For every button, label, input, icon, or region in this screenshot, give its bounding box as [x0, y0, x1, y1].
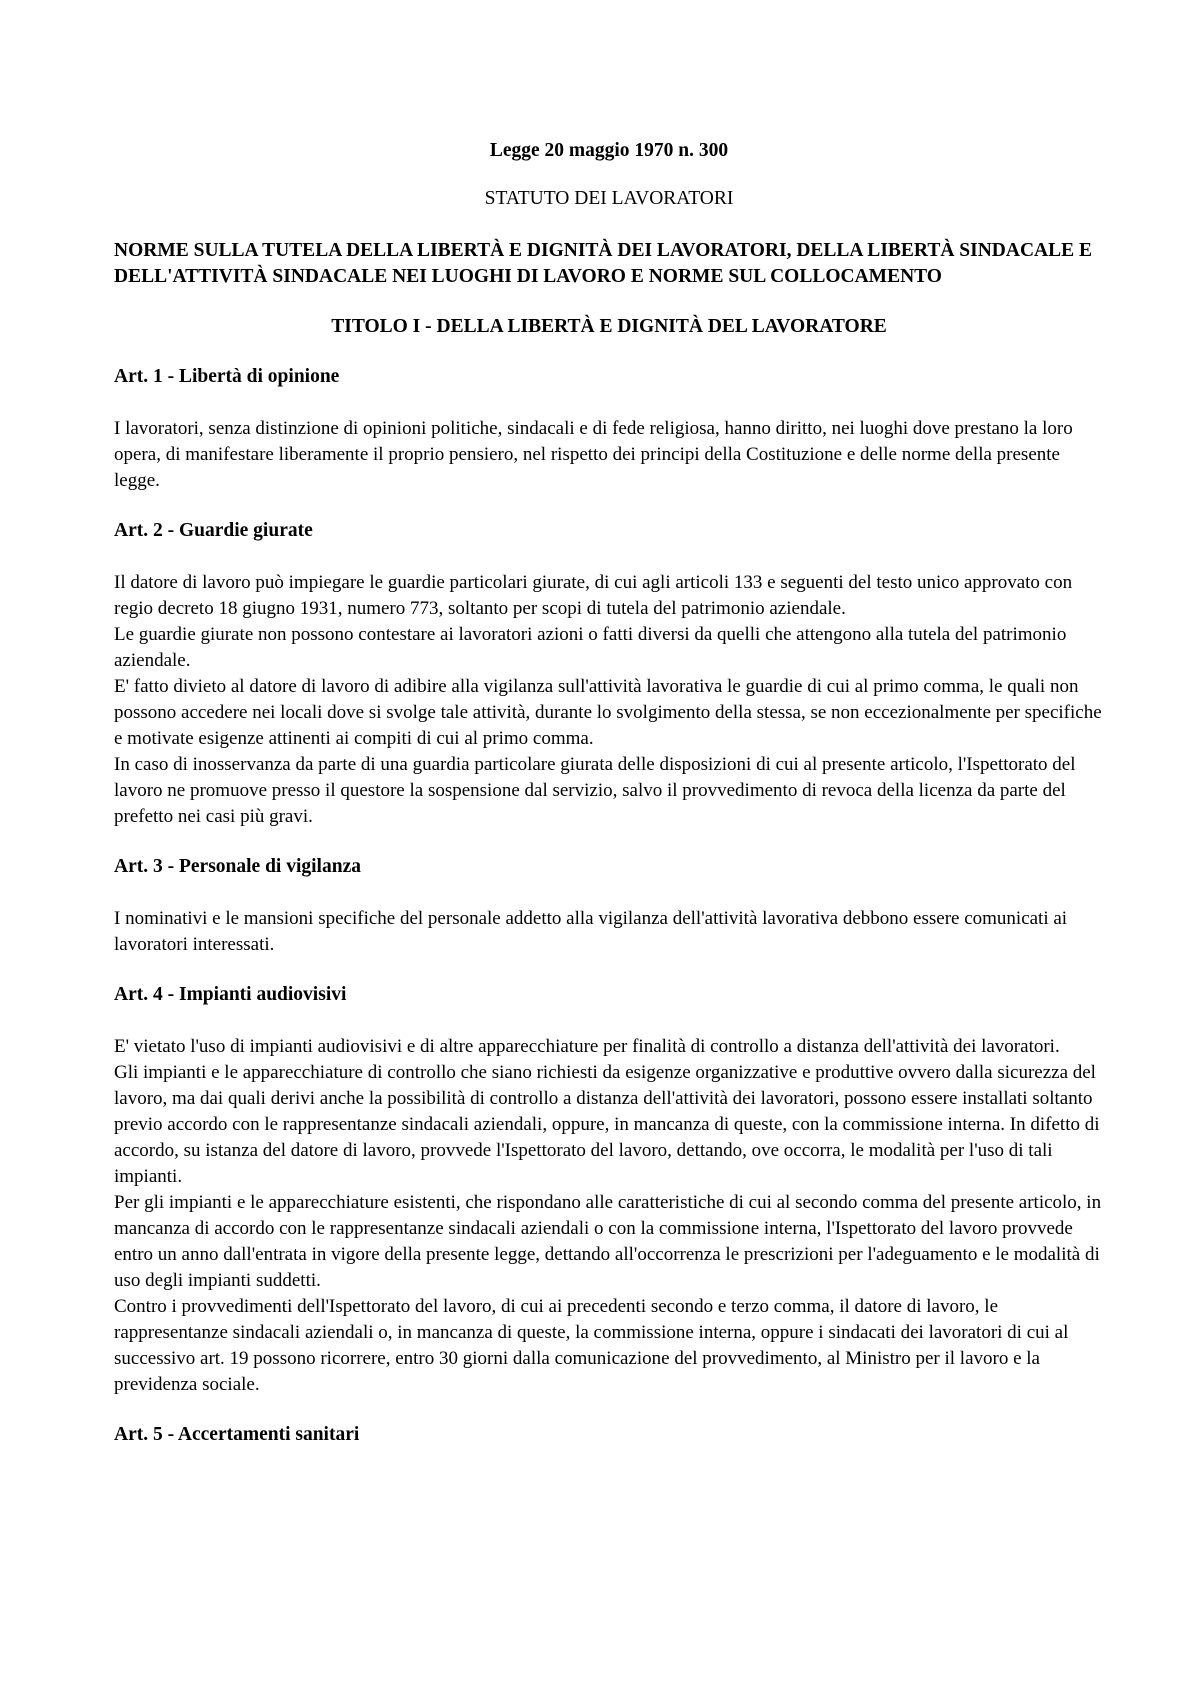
article-paragraph: Le guardie giurate non possono contestare ai lavoratori azioni o fatti diversi da quelli che attengono alla tutela del patrimonio aziendale.: [114, 624, 1067, 671]
article-title: Art. 1 - Libertà di opinione: [114, 366, 340, 387]
article-title: Art. 5 - Accertamenti sanitari: [114, 1424, 360, 1445]
document-title: Legge 20 maggio 1970 n. 300: [489, 140, 729, 161]
article-body: [114, 570, 1104, 830]
article-paragraph: I lavoratori, senza distinzione di opinioni politiche, sindacali e di fede religiosa, hanno diritto, nei luoghi dove prestano la loro opera, di manifestare liberamente il proprio pensiero, nel rispetto dei principi della Costituzione e delle norme della presente legge.: [114, 418, 1073, 491]
document-heading: NORME SULLA TUTELA DELLA LIBERTÀ E DIGNITÀ DEI LAVORATORI, DELLA LIBERTÀ SINDACALE E DELL'ATTIVITÀ SINDACALE NEI LUOGHI DI LAVORO E NORME SUL COLLOCAMENTO: [114, 240, 1093, 287]
article-paragraph: E' fatto divieto al datore di lavoro di adibire alla vigilanza sull'attività lavorativa le guardie di cui al primo comma, le quali non possono accedere nei locali dove si svolge tale attività, durante lo svolgimento della stessa, se non eccezionalmente per specifiche e motivate esigenze attinenti ai compiti di cui al primo comma.: [114, 676, 1102, 749]
article-paragraph: Contro i provvedimenti dell'Ispettorato del lavoro, di cui ai precedenti secondo e terzo comma, il datore di lavoro, le rappresentanze sindacali aziendali o, in mancanza di queste, la commissione interna, oppure i sindacati dei lavoratori di cui al successivo art. 19 possono ricorrere, entro 30 giorni dalla comunicazione del provvedimento, al Ministro per il lavoro e la previdenza sociale.: [114, 1296, 1069, 1395]
articles-list: [114, 364, 1104, 1448]
document-page: [114, 138, 1104, 1474]
article-paragraph: In caso di inosservanza da parte di una guardia particolare giurata delle disposizioni di cui al presente articolo, l'Ispettorato del lavoro ne promuove presso il questore la sospensione dal servizio, salvo il provvedimento di revoca della licenza da parte del prefetto nei casi più gravi.: [114, 754, 1076, 827]
article-title: Art. 3 - Personale di vigilanza: [114, 856, 361, 877]
article-body: [114, 416, 1104, 494]
article-title: Art. 2 - Guardie giurate: [114, 520, 313, 541]
article-body: [114, 1034, 1104, 1398]
title-section-heading: TITOLO I - DELLA LIBERTÀ E DIGNITÀ DEL LAVORATORE: [331, 316, 887, 337]
article-paragraph: Gli impianti e le apparecchiature di controllo che siano richiesti da esigenze organizzative e produttive ovvero dalla sicurezza del lavoro, ma dai quali derivi anche la possibilità di controllo a distanza dell'attività dei lavoratori, possono essere installati soltanto previo accordo con le rappresentanze sindacali aziendali, oppure, in mancanza di queste, con la commissione interna. In difetto di accordo, su istanza del datore di lavoro, provvede l'Ispettorato del lavoro, dettando, ove occorra, le modalità per l'uso di tali impianti.: [114, 1062, 1100, 1187]
article-body: [114, 906, 1104, 958]
article-paragraph: Il datore di lavoro può impiegare le guardie particolari giurate, di cui agli articoli 133 e seguenti del testo unico approvato con regio decreto 18 giugno 1931, numero 773, soltanto per scopi di tutela del patrimonio aziendale.: [114, 572, 1073, 619]
article-title: Art. 4 - Impianti audiovisivi: [114, 984, 347, 1005]
article-paragraph: Per gli impianti e le apparecchiature esistenti, che rispondano alle caratteristiche di cui al secondo comma del presente articolo, in mancanza di accordo con le rappresentanze sindacali aziendali o con la commissione interna, l'Ispettorato del lavoro provvede entro un anno dall'entrata in vigore della presente legge, dettando all'occorrenza le prescrizioni per l'adeguamento e le modalità di uso degli impianti suddetti.: [114, 1192, 1102, 1291]
article-paragraph: E' vietato l'uso di impianti audiovisivi e di altre apparecchiature per finalità di controllo a distanza dell'attività dei lavoratori.: [114, 1036, 1060, 1057]
document-subtitle: STATUTO DEI LAVORATORI: [484, 188, 734, 209]
article-paragraph: I nominativi e le mansioni specifiche del personale addetto alla vigilanza dell'attività lavorativa debbono essere comunicati ai lavoratori interessati.: [114, 908, 1068, 955]
